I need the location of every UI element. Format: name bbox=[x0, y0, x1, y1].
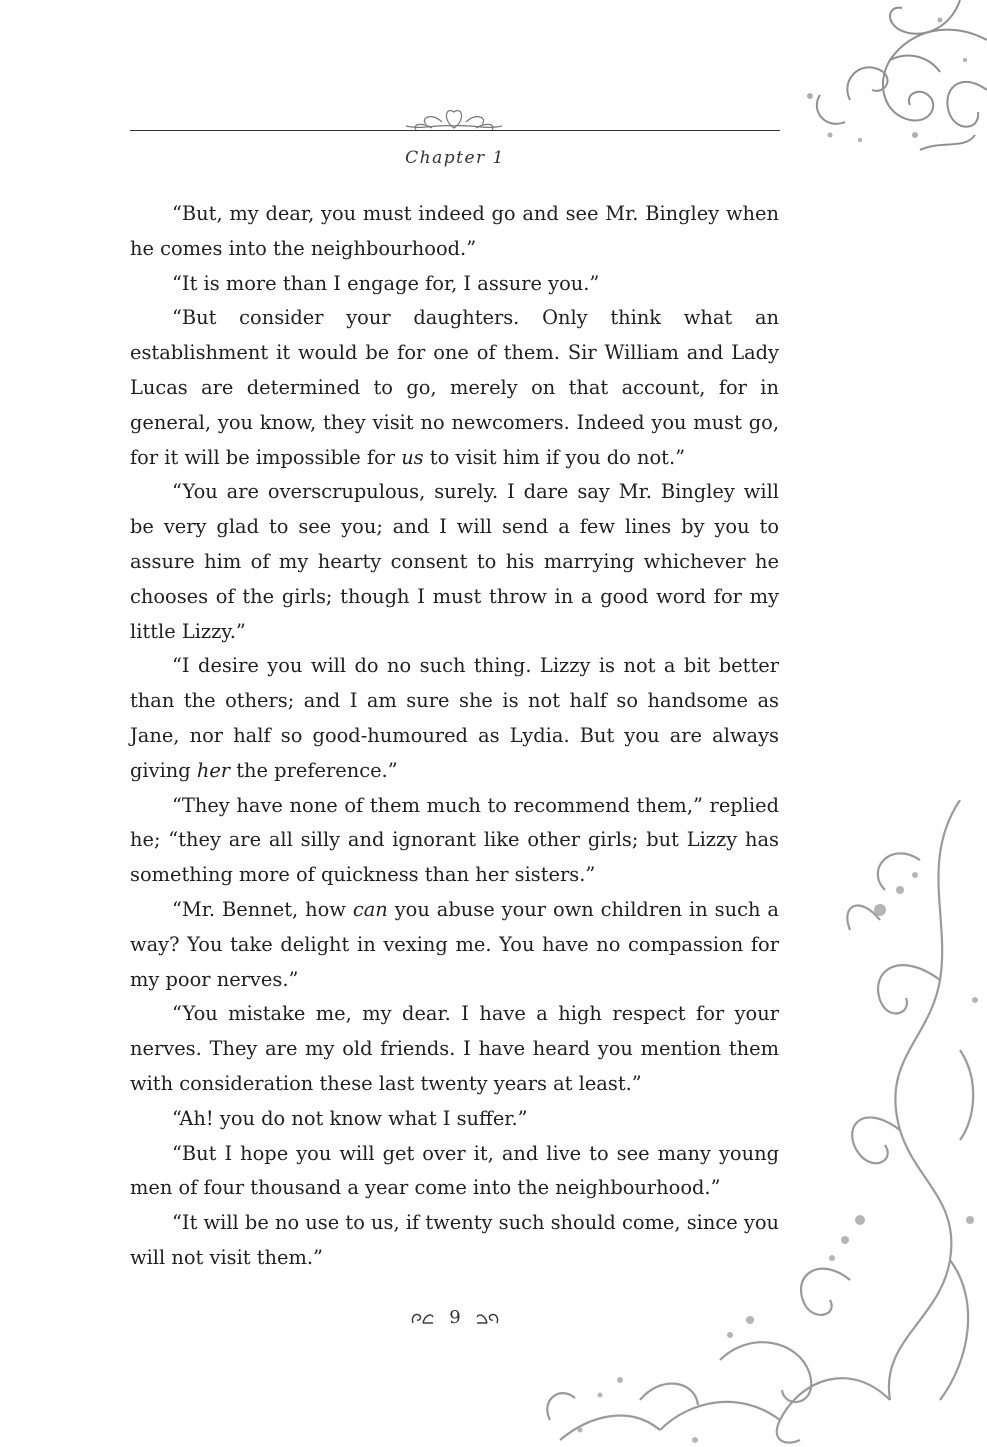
folio-ornament-right-icon bbox=[475, 1307, 501, 1327]
paragraph bbox=[130, 1206, 779, 1276]
text-run: “You mistake me, my dear. I have a high respect for your nerves. They are my old friends. I have heard you mention them with consideration these last twenty years at least.” bbox=[130, 1002, 779, 1095]
text-run: to visit him if you do not.” bbox=[423, 445, 686, 469]
italic-emphasis: her bbox=[196, 758, 231, 782]
paragraph bbox=[130, 789, 779, 893]
paragraph bbox=[130, 1137, 779, 1207]
header-rule bbox=[130, 130, 780, 131]
text-run: “But consider your daughters. Only think what an establishment it would be for one of them. Sir William and Lady Lucas are determined to go, merely on that account, for in general, you know, they visit no newcomers. Indeed you must go, for it will be impossible for bbox=[130, 306, 779, 469]
text-run: “It is more than I engage for, I assure you.” bbox=[172, 271, 600, 295]
body-text bbox=[130, 197, 779, 1276]
paragraph bbox=[130, 475, 779, 649]
paragraph bbox=[130, 893, 779, 997]
page-footer bbox=[380, 1303, 530, 1331]
folio-ornament-left-icon bbox=[409, 1307, 435, 1327]
paragraph bbox=[130, 197, 779, 267]
paragraph bbox=[130, 301, 779, 475]
text-run: “You are overscrupulous, surely. I dare say Mr. Bingley will be very glad to see you; and I will send a few lines by you to assure him of my hearty consent to his marrying whichever he chooses of the girls; though I must throw in a good word for my little Lizzy.” bbox=[130, 480, 779, 643]
text-run: “It will be no use to us, if twenty such should come, since you will not visit them.” bbox=[130, 1211, 779, 1269]
italic-emphasis: can bbox=[352, 897, 388, 921]
paragraph bbox=[130, 267, 779, 302]
text-run: the preference.” bbox=[230, 758, 398, 782]
paragraph bbox=[130, 649, 779, 788]
text-run: “But, my dear, you must indeed go and see Mr. Bingley when he comes into the neighbourhood.” bbox=[130, 202, 779, 260]
text-run: “They have none of them much to recommend them,” replied he; “they are all silly and ignorant like other girls; but Lizzy has something more of quickness than her sisters.” bbox=[130, 793, 779, 887]
page-number: 9 bbox=[449, 1306, 461, 1328]
header-ornament-icon bbox=[402, 100, 506, 132]
text-run: “But I hope you will get over it, and live to see many young men of four thousand a year come into the neighbourhood.” bbox=[130, 1141, 779, 1200]
text-run: “Mr. Bennet, how bbox=[172, 897, 353, 921]
text-run: you abuse your own children in such a way? You take delight in vexing me. You have no compassion for my poor nerves.” bbox=[130, 897, 779, 991]
text-run: “Ah! you do not know what I suffer.” bbox=[172, 1106, 528, 1130]
italic-emphasis: us bbox=[401, 445, 424, 469]
running-head: Chapter 1 bbox=[405, 148, 505, 168]
paragraph bbox=[130, 997, 779, 1101]
paragraph bbox=[130, 1102, 779, 1137]
text-run: “I desire you will do no such thing. Lizzy is not a bit better than the others; and I am sure she is not half so handsome as Jane, nor half so good-humoured as Lydia. But you are always giving bbox=[130, 654, 779, 782]
corner-flourish-top-icon bbox=[790, 0, 987, 160]
